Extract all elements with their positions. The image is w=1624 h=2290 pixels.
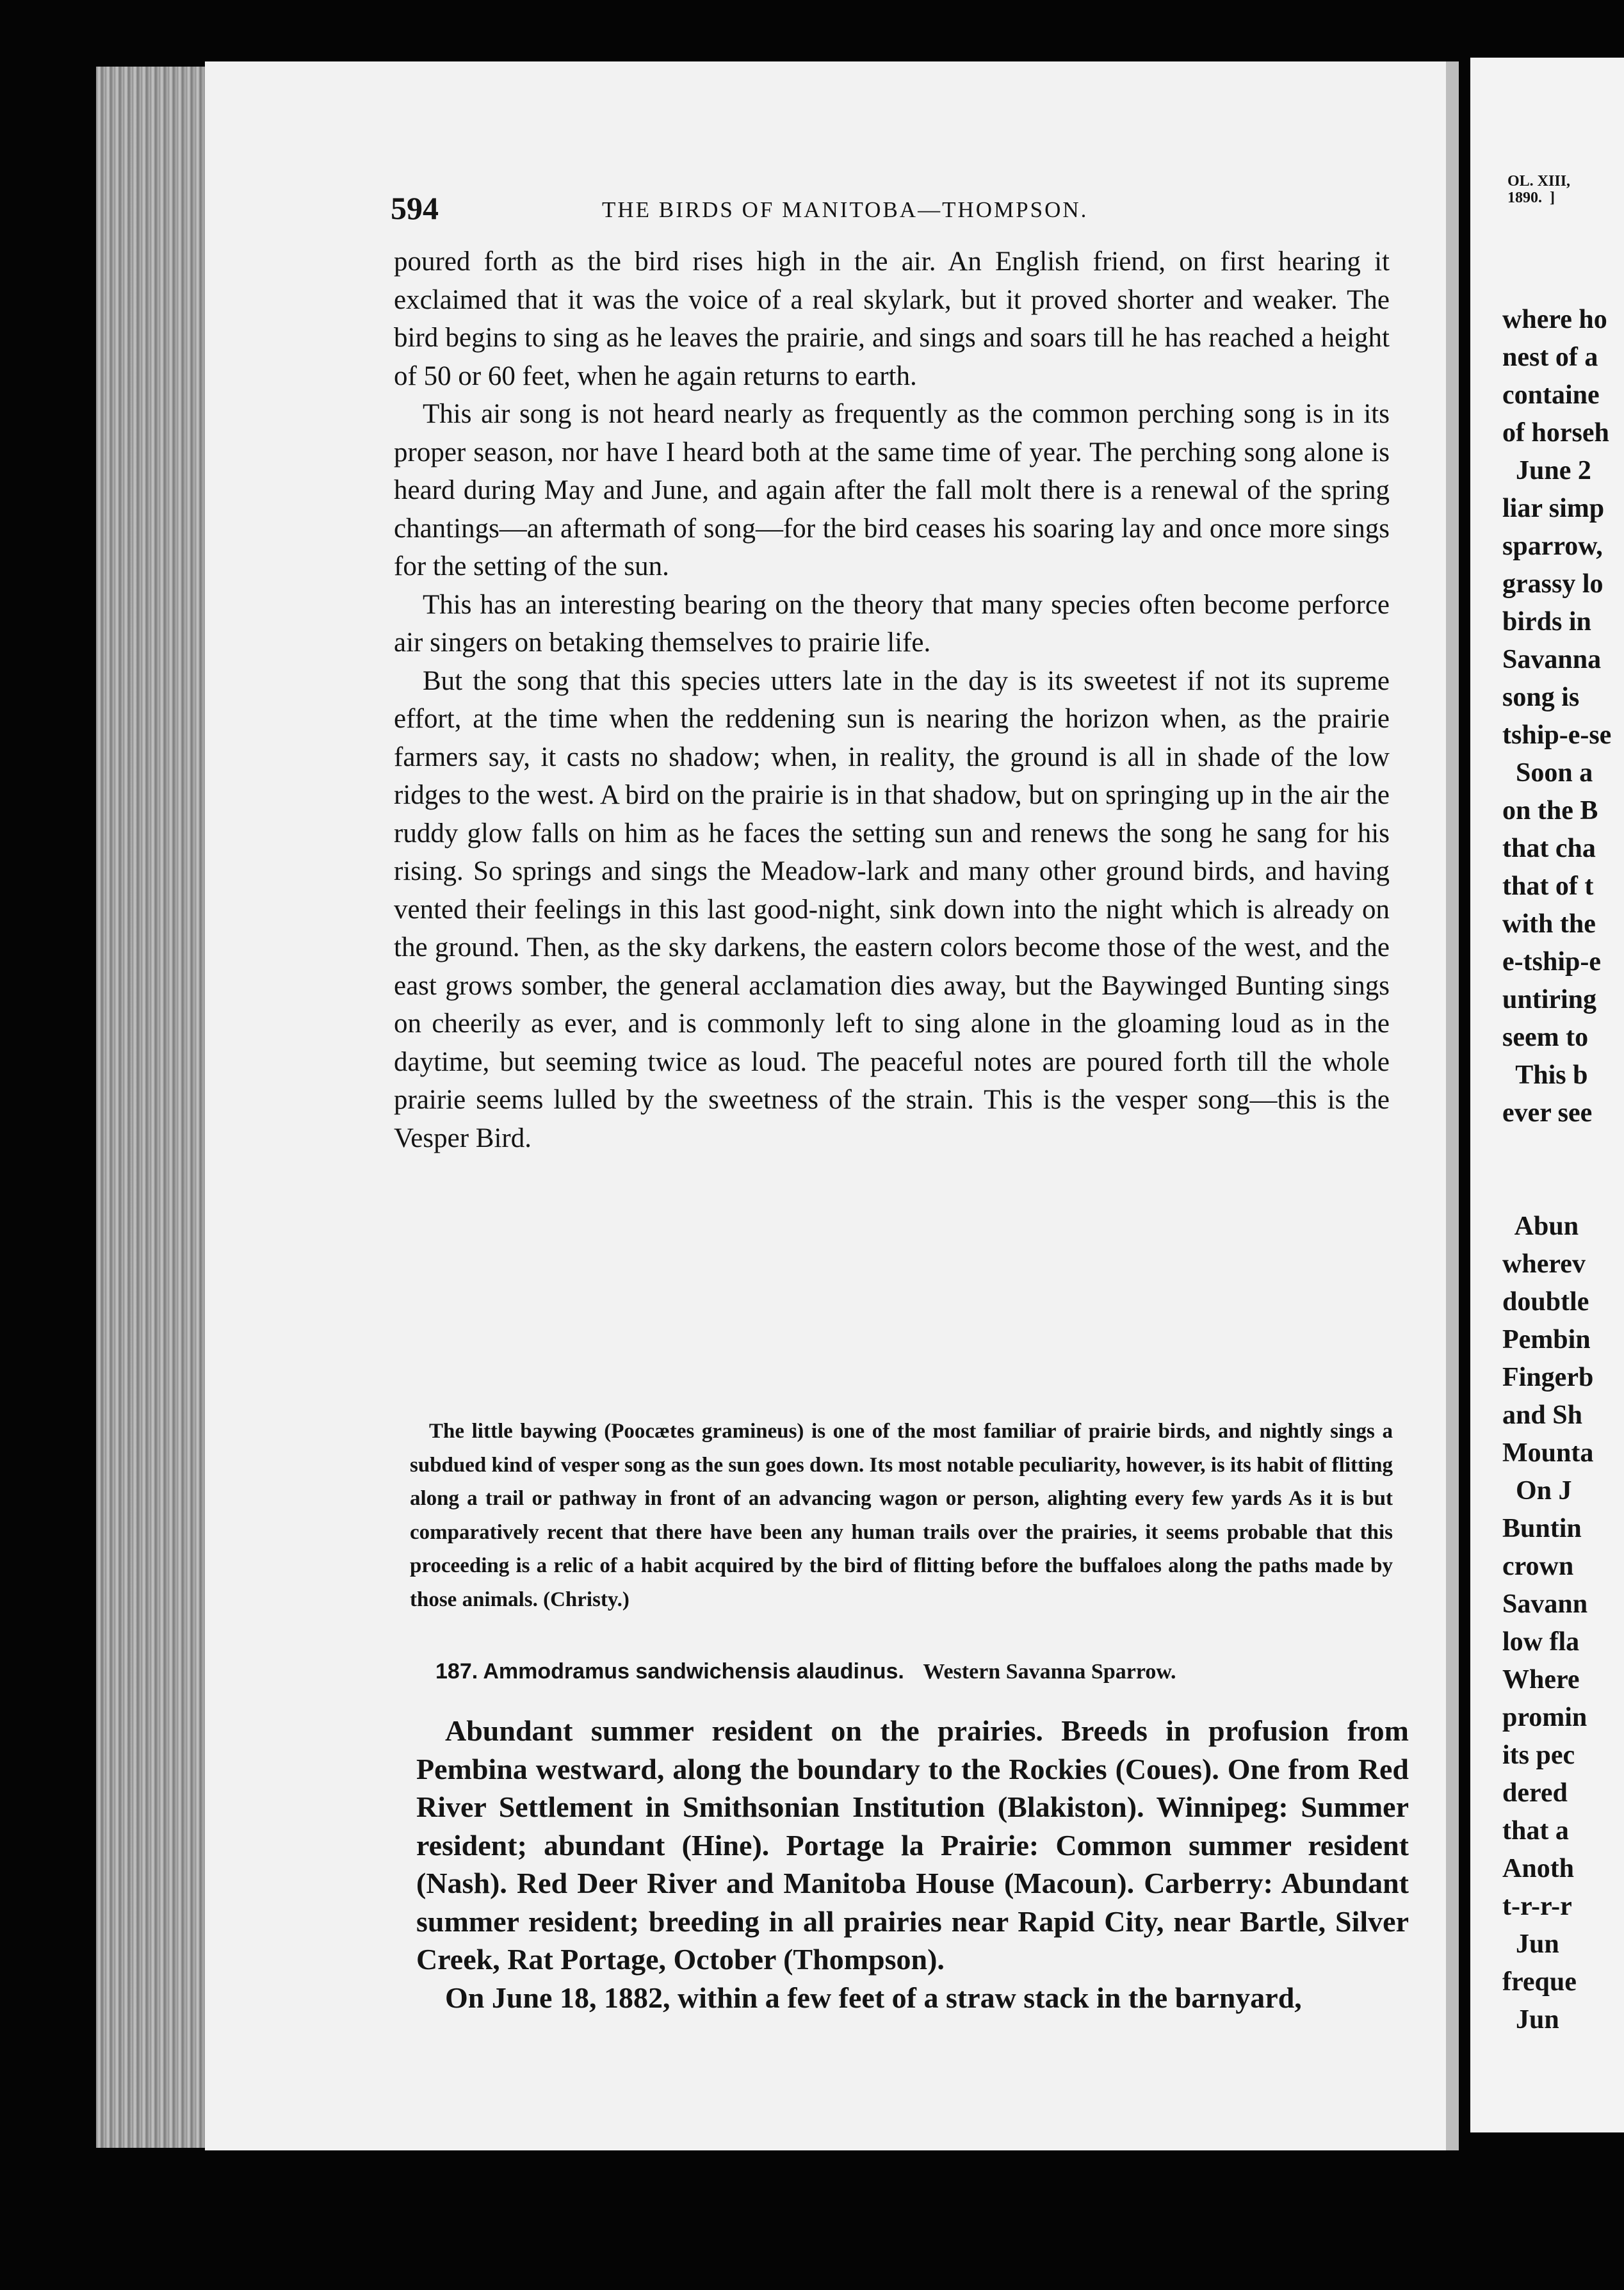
paragraph: On June 18, 1882, within a few feet of a straw stack in the barnyard, — [445, 1981, 1302, 2014]
page-number: 594 — [391, 190, 439, 226]
paragraph: But the song that this species utters late in the day is its sweetest if not its supreme effort, at the time when the reddening sun is nearing the horizon when, as the prairie farmers say, it casts no shadow; when, in reality, the ground is all in shade of the low ridges to the west. A bird on the prairie is in that shadow, but on springing up in the air the ruddy glow falls on him as he faces the setting sun and renews the song he sang for his rising. So springs and sings the Meadow-lark and many other ground birds, and having vented their feelings in this last good-night, sink down into the night which is already on the ground. Then, as the sky darkens, the eastern colors become those of the west, and the east grows somber, the general acclamation dies away, but the Baywinged Bunting sings on cheerily as ever, and is commonly left to sing alone in the gloaming loud as in the daytime, but seeming twice as loud. The peaceful notes are poured forth till the whole prairie seems lulled by the sweetness of the strain. This is the vesper song—this is the Vesper Bird. — [394, 665, 1390, 1153]
page-gutter — [1446, 61, 1459, 2150]
paragraph: poured forth as the bird rises high in the air. An English friend, on first hearing it exclaimed that it was the voice of a real skylark, but it proved shorter and weaker. The bird begins to sing as he leaves the prairie, and sings and soars till he has reached a height of 50 or 60 feet, when he again returns to earth. — [394, 247, 1390, 391]
right-page-fragment — [1470, 58, 1624, 2132]
paragraph: This air song is not heard nearly as frequently as the common perching song is in its proper season, nor have I heard both at the same time of year. The perching song alone is heard during May and June, and again after the fall molt there is a renewal of the spring chantings—an aftermath of song—for the bird ceases his soaring lay and once more sings for the setting of the sun. — [394, 399, 1390, 581]
species-number: 187. — [435, 1659, 478, 1684]
paragraph: Abundant summer resident on the prairies. Breeds in profusion from Pembina westward, along the boundary to the Rockies (Coues). One from Red River Settlement in Smithsonian Institution (Blakiston). Winnipeg: Summer resident; abundant (Hine). Portage la Prairie: Common summer resident (Nash). Red Deer River and Manitoba House (Macoun). Carberry: Abundant summer resident; breeding in all prairies near Rapid City, near Bartle, Silver Creek, Rat Portage, October (Thompson). — [416, 1714, 1409, 1976]
page-header — [391, 190, 1415, 241]
running-title: THE BIRDS OF MANITOBA—THOMPSON. — [602, 197, 1089, 222]
paragraph: This has an interesting bearing on the theory that many species often become perforce air singers on betaking themselves to prairie life. — [394, 589, 1390, 658]
main-text — [394, 243, 1390, 1157]
quotation-block — [410, 1415, 1393, 1616]
right-page-text: where ho nest of a containe of horseh June 2 liar simp sparrow, grassy lo birds in Savanna song is tship-e-se Soon a on the B that cha that of t with the e-tship-e untiring seem to This b ever see Abun wherev doubtle Pembin Fingerb and Sh Mounta On J Buntin crown Savann low fla Where promin its pec dered that a Anoth t-r-r-r Jun freque Jun — [1502, 305, 1612, 2034]
book-page-edges — [96, 67, 211, 2148]
species-common-name: Western Savanna Sparrow. — [923, 1660, 1176, 1684]
species-text — [416, 1712, 1409, 2017]
right-page-header: OL. XIII, 1890. ] — [1507, 173, 1571, 206]
species-heading — [435, 1659, 1409, 1684]
page-gap — [1459, 0, 1470, 2290]
species-scientific-name: Ammodramus sandwichensis alaudinus. — [483, 1659, 904, 1684]
quotation-text: The little baywing (Poocætes gramineus) is one of the most familiar of prairie birds, and nightly sings a subdued kind of vesper song as the sun goes down. Its most notable peculiarity, however, is its habit of flitting along a trail or pathway in front of an advancing wagon or person, alighting every few yards As it is but comparatively recent that there have been any human trails over the prairies, it seems probable that this proceeding is a relic of a habit acquired by the bird of flitting before the buffaloes along the paths made by those animals. (Christy.) — [410, 1420, 1393, 1611]
left-page — [205, 61, 1446, 2150]
